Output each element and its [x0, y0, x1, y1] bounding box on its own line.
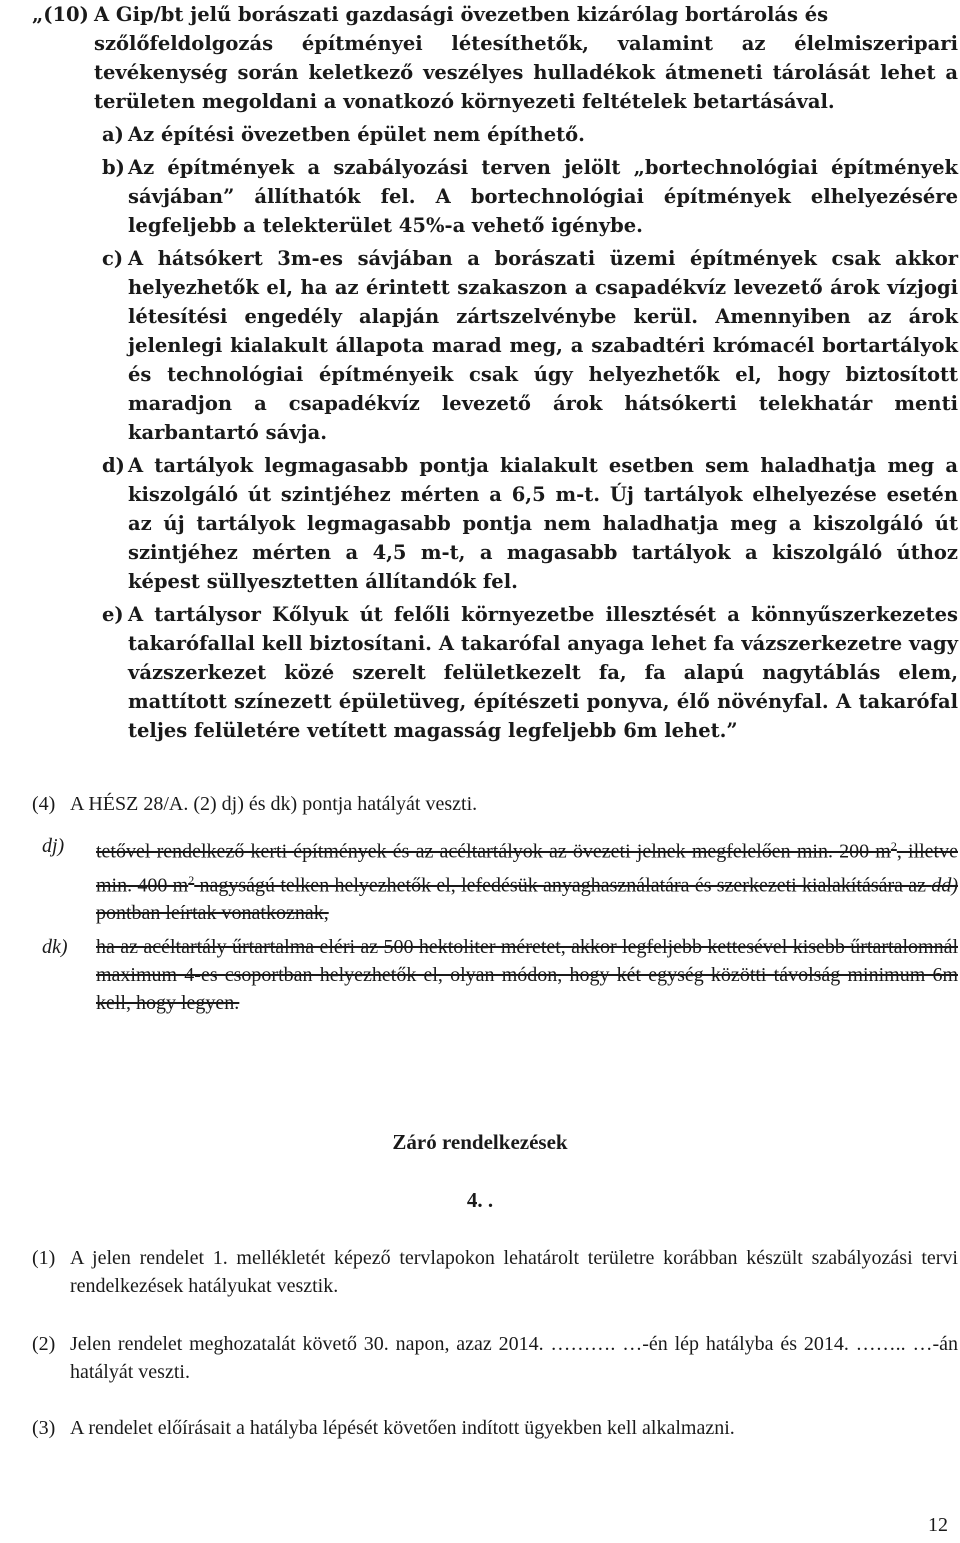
section-heading: 4. .: [466, 1188, 494, 1212]
section-lead-first-line: A Gip/bt jelű borászati gazdasági övezetben kizárólag bortárolás és: [94, 3, 829, 26]
item-text: Az építési övezetben épület nem építhető.: [128, 123, 585, 146]
closing-title: Záró rendelkezések: [392, 1130, 568, 1154]
section-10: [32, 0, 958, 745]
closing-paragraph: [32, 1414, 958, 1442]
section-10-lead: [32, 0, 958, 29]
item-text: A tartályok legmagasabb pontja kialakult esetben sem haladhatja meg a kiszolgáló út szintjéhez mérten a 6,5 m-t. Új tartályok elhelyezése esetén az új tartályok legmagasabb pontja nem haladhatja meg a kiszolgáló út szintjéhez mérten a 4,5 m-t, a magasabb tartályok a kiszolgáló úthoz képest süllyesztetten állítandók fel.: [128, 454, 958, 593]
text-run: nagyságú telken helyezhetők el, lefedésük anyaghasználatára és szerkezeti kialakítására az: [194, 874, 932, 897]
page-number: 12: [928, 1514, 948, 1536]
paragraph-number: (3): [32, 1417, 56, 1439]
superscript: 2: [890, 839, 897, 853]
item-label: d): [102, 454, 125, 477]
paragraph-number: (1): [32, 1247, 56, 1269]
repeal-heading: [32, 790, 958, 818]
repeal-number: (4): [32, 793, 56, 815]
struck-item-dk: [42, 933, 958, 1017]
paragraph-text: Jelen rendelet meghozatalát követő 30. napon, azaz 2014. ………. …-én lép hatályba és 2014. …….. …-án hatályát veszti.: [70, 1333, 958, 1383]
item-label: b): [102, 156, 125, 179]
list-item: [102, 451, 958, 596]
section-lead-rest: szőlőfeldolgozás építményei létesíthetők, valamint az élelmiszeripari tevékenység során keletkező veszélyes hulladékok átmeneti tárolását lehet a területen megoldani a vonatkozó környezeti feltételek betartásával.: [94, 32, 958, 113]
list-item: [102, 600, 958, 745]
item-label: dj): [42, 835, 65, 857]
closing-paragraph: [32, 1330, 958, 1386]
superscript: 2: [188, 872, 195, 887]
reference: dd): [931, 874, 959, 897]
repeal-block: [32, 790, 958, 1017]
paragraph-number: (2): [32, 1333, 56, 1355]
list-item: [102, 120, 958, 149]
struck-text: [96, 832, 958, 927]
item-label: a): [102, 123, 124, 146]
struck-text: ha az acéltartály űrtartalma eléri az 500 hektoliter méretet, akkor legfeljebb kettesével kisebb űrtartalomnál maximum 4-es csoportban helyezhetők el, olyan módon, hogy két egység közötti távolság minimum 6m kell, hogy legyen.: [96, 936, 958, 1015]
paragraph-text: A jelen rendelet 1. mellékletét képező tervlapokon lehatárolt területre korábban készült szabályozási tervi rendelkezések hatályukat vesztik.: [70, 1247, 958, 1297]
item-label: dk): [42, 936, 68, 959]
struck-item-dj: [42, 832, 958, 927]
list-item: [102, 153, 958, 240]
item-label: e): [102, 603, 124, 626]
item-text: A tartálysor Kőlyuk út felőli környezetbe illesztését a könnyűszerkezetes takarófallal kell biztosítani. A takarófal anyaga lehet fa vázszerkezetre vagy vázszerkezet közé szerelt felületkezelt fa, fa alapú nagytáblás elem, mattított színezett épületüveg, építészeti ponyva, élő növényfal. A takarófal teljes felületére vetített magasság legfeljebb 6m lehet.”: [128, 603, 958, 742]
list-item: [102, 244, 958, 447]
text-run: , illetve min. 400 m: [96, 840, 958, 897]
section-number: „(10): [32, 3, 89, 26]
item-text: A hátsókert 3m-es sávjában a borászati üzemi építmények csak akkor helyezhetők el, ha az érintett szakaszon a csapadékvíz levezető árok vízjogi létesítési engedély alapján zártszelvénybe kerül. Amennyiben az árok jelenlegi kialakult állapota marad meg, a szabadtéri krómacél bortartályok és technológiai építményeik csak úgy helyezhetők el, hogy biztosított maradjon a csapadékvíz levezető árok hátsókerti telekhatár menti karbantartó sávja.: [128, 247, 958, 444]
paragraph-text: A rendelet előírásait a hatályba lépését követően indított ügyekben kell alkalmazni.: [70, 1417, 735, 1439]
closing-paragraph: [32, 1244, 958, 1300]
text-run: tetővel rendelkező kerti építmények és az acéltartályok az övezeti jelnek megfelelően min. 200 m: [96, 840, 891, 863]
text-run: pontban leírtak vonatkoznak,: [96, 902, 329, 925]
item-label: c): [102, 247, 124, 270]
item-text: Az építmények a szabályozási terven jelölt „bortechnológiai építmények sávjában” állíthatók fel. A bortechnológiai építmények elhelyezésére legfeljebb a telekterület 45%-a vehető igénybe.: [128, 156, 958, 237]
repeal-text: A HÉSZ 28/A. (2) dj) és dk) pontja hatályát veszti.: [70, 793, 478, 815]
